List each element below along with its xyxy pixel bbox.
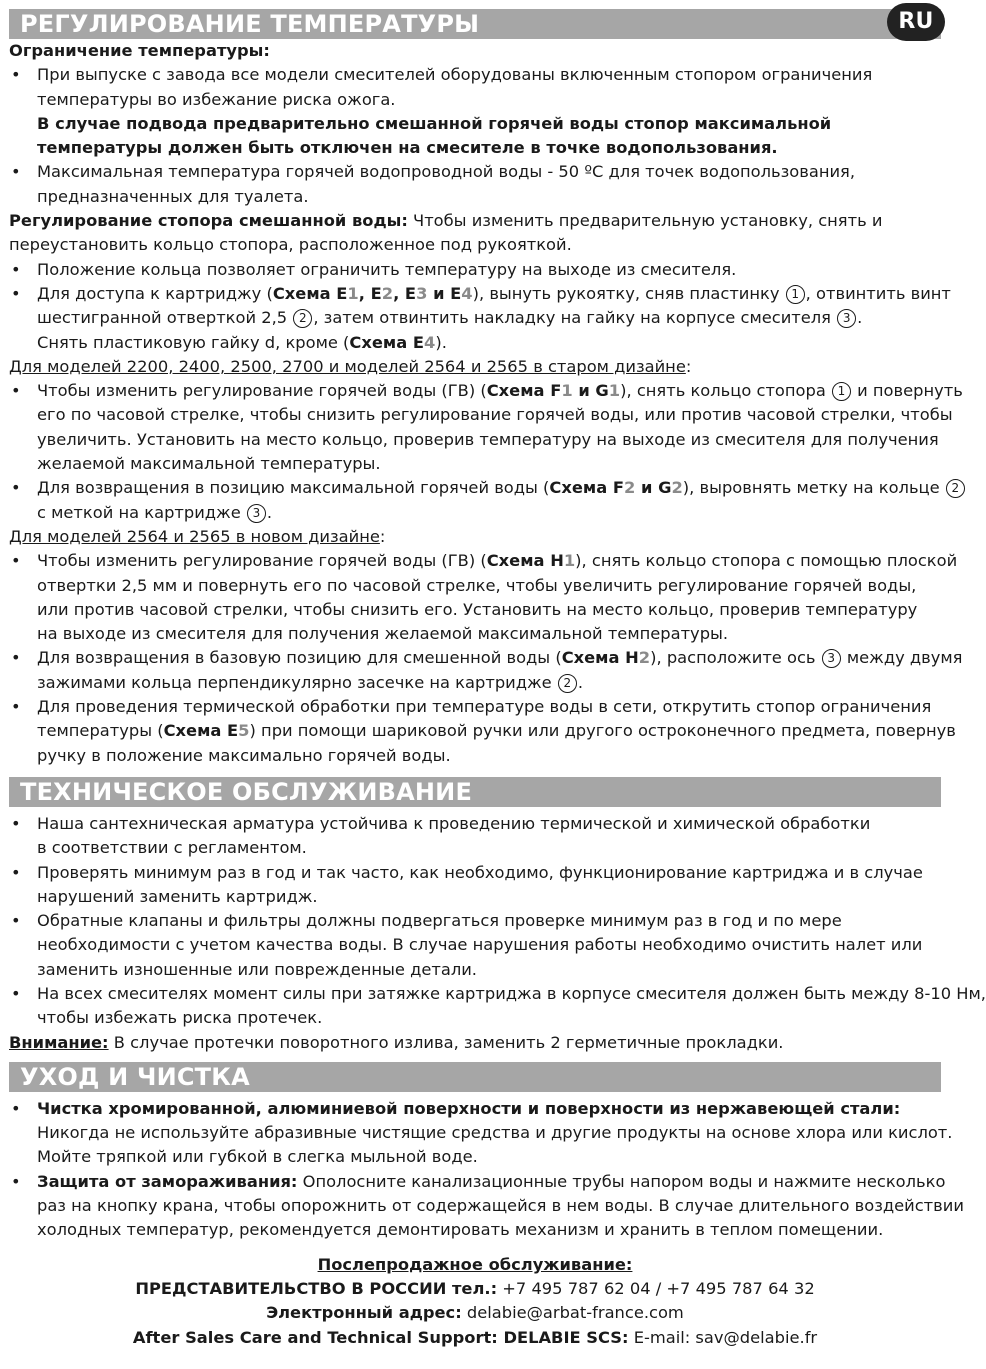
- text-line: желаемой максимальной температуры.: [37, 454, 381, 474]
- text-line: переустановить кольцо стопора, расположенное под рукояткой.: [9, 235, 572, 255]
- footer-support: After Sales Care and Technical Support: DELABIE SCS: E-mail: sav@delabie.fr: [132, 1327, 818, 1347]
- bullet-item: • Чтобы изменить регулирование горячей воды (ГВ) (Схема F1 и G1), снять кольцо стопора 1 и повернуть: [11, 381, 963, 401]
- subheading-old-design: Для моделей 2200, 2400, 2500, 2700 и моделей 2564 и 2565 в старом дизайне:: [9, 356, 692, 376]
- text-line: предназначенных для туалета.: [37, 186, 309, 206]
- text-line: заменить изношенные или поврежденные детали.: [37, 959, 477, 979]
- callout-number-3: 3: [837, 309, 856, 328]
- bullet-item: • Чтобы изменить регулирование горячей воды (ГВ) (Схема H1), снять кольцо стопора с помощью плоской: [11, 551, 958, 571]
- text-line: его по часовой стрелке, чтобы снизить регулирование горячей воды, или против часовой стрелки, чтобы: [37, 405, 953, 425]
- callout-number-2: 2: [293, 309, 312, 328]
- section-header-care: [9, 1062, 941, 1092]
- bullet-item: • Для проведения термической обработки при температуре воды в сети, открутить стопор ограничения: [11, 697, 932, 717]
- text-line: температуры (Схема E5) при помощи шариковой ручки или другого остроконечного предмета, повернув: [37, 721, 956, 741]
- bullet-item: • При выпуске с завода все модели смесителей оборудованы включенным стопором ограничения: [11, 65, 873, 85]
- callout-number-1: 1: [832, 382, 851, 401]
- text-line: зажимами кольца перпендикулярно засечке на картридже 2 .: [37, 672, 584, 692]
- text-line: с меткой на картридже 3 .: [37, 502, 273, 522]
- text-line: необходимости с учетом качества воды. В случае нарушения работы необходимо очистить налет или: [37, 935, 923, 955]
- text-line: температуры во избежание риска ожога.: [37, 89, 396, 109]
- callout-number-2: 2: [558, 674, 577, 693]
- text-line: чтобы избежать риска протечек.: [37, 1008, 323, 1028]
- callout-number-3: 3: [247, 504, 266, 523]
- section-header-maintenance: [9, 777, 941, 807]
- subheading-new-design: Для моделей 2564 и 2565 в новом дизайне:: [9, 526, 386, 546]
- bullet-item: • Обратные клапаны и фильтры должны подвергаться проверке минимум раз в год и по мере: [11, 911, 842, 931]
- text-line: увеличить. Установить на место кольцо, проверив температуру на выходе из смесителя для получения: [37, 429, 939, 449]
- text-line: холодных температур, рекомендуется демонтировать механизм и хранить в теплом помещении.: [37, 1220, 884, 1240]
- bullet-item: • Наша сантехническая арматура устойчива к проведению термической и химической обработки: [11, 813, 871, 833]
- footer-phones: ПРЕДСТАВИТЕЛЬСТВО В РОССИИ тел.: +7 495 787 62 04 / +7 495 787 64 32: [135, 1278, 815, 1298]
- text-line: на выходе из смесителя для получения желаемой максимальной температуры.: [37, 624, 729, 644]
- callout-number-1: 1: [786, 285, 805, 304]
- text-line: или против часовой стрелки, чтобы снизить его. Установить на место кольцо, проверив температуру: [37, 599, 918, 619]
- callout-number-3: 3: [822, 649, 841, 668]
- language-badge: RU: [887, 3, 945, 41]
- section-header-temperature: [9, 9, 941, 39]
- bullet-item: • Проверять минимум раз в год и так часто, как необходимо, функционирование картриджа и в случае: [11, 862, 923, 882]
- text-line: Никогда не используйте абразивные чистящие средства и другие продукты на основе хлора или кислот.: [37, 1123, 953, 1143]
- bullet-item: • Для возвращения в базовую позицию для смешенной воды (Схема H2), расположите ось 3 между двумя: [11, 648, 963, 668]
- bullet-item: • Чистка хромированной, алюминиевой поверхности и поверхности из нержавеющей стали:: [11, 1098, 901, 1118]
- section-title: РЕГУЛИРОВАНИЕ ТЕМПЕРАТУРЫ: [20, 10, 480, 38]
- section-title: ТЕХНИЧЕСКОЕ ОБСЛУЖИВАНИЕ: [20, 777, 473, 806]
- warning-line: температуры должен быть отключен на смесителе в точке водопользования.: [37, 138, 778, 158]
- text-line: шестигранной отверткой 2,5 2 , затем отвинтить накладку на гайку на корпусе смесителя 3 .: [37, 308, 863, 328]
- text-line: Мойте тряпкой или губкой в слегка мыльной воде.: [37, 1147, 478, 1167]
- bullet-item: • Положение кольца позволяет ограничить температуру на выходе из смесителя.: [11, 259, 737, 279]
- bullet-item: • Для возвращения в позицию максимальной горячей воды (Схема F2 и G2), выровнять метку на кольце 2: [9, 476, 941, 500]
- text-line: в соответствии с регламентом.: [37, 838, 307, 858]
- section-title: УХОД И ЧИСТКА: [20, 1062, 250, 1091]
- paragraph-mixed: Регулирование стопора смешанной воды: Чтобы изменить предварительную установку, снять и: [9, 211, 883, 231]
- footer-email: Электронный адрес: delabie@arbat-france.com: [266, 1303, 684, 1323]
- text-line: нарушений заменить картридж.: [37, 886, 318, 906]
- text-line: раз на кнопку крана, чтобы опорожнить от содержащейся в нем воды. В случае длительного воздействии: [37, 1196, 964, 1216]
- footer-title: Послепродажное обслуживание:: [317, 1254, 633, 1274]
- warning-line: В случае подвода предварительно смешанной горячей воды стопор максимальной: [37, 113, 832, 133]
- attention-note: Внимание: В случае протечки поворотного излива, заменить 2 герметичные прокладки.: [9, 1032, 784, 1052]
- text-line: Снять пластиковую гайку d, кроме (Схема E4).: [37, 332, 447, 352]
- bullet-item: • Защита от замораживания: Ополосните канализационные трубы напором воды и нажмите несколько: [11, 1171, 946, 1191]
- bullet-item: • На всех смесителях момент силы при затяжке картриджа в корпусе смесителя должен быть между 8-10 Нм,: [11, 983, 986, 1003]
- bullet-item: • Для доступа к картриджу (Схема E1, E2, E3 и E4), вынуть рукоятку, сняв пластинку 1 , отвинтить винт: [11, 283, 951, 303]
- subheading-limit: Ограничение температуры:: [9, 41, 270, 60]
- bullet-item: • Максимальная температура горячей водопроводной воды - 50 ºC для точек водопользования,: [11, 162, 856, 182]
- callout-number-2: 2: [946, 479, 965, 498]
- text-line: отвертки 2,5 мм и повернуть его по часовой стрелке, чтобы увеличить регулирование горячей воды,: [37, 575, 917, 595]
- instruction-page: [9, 9, 986, 1350]
- text-line: ручку в положение максимально горячей воды.: [37, 745, 451, 765]
